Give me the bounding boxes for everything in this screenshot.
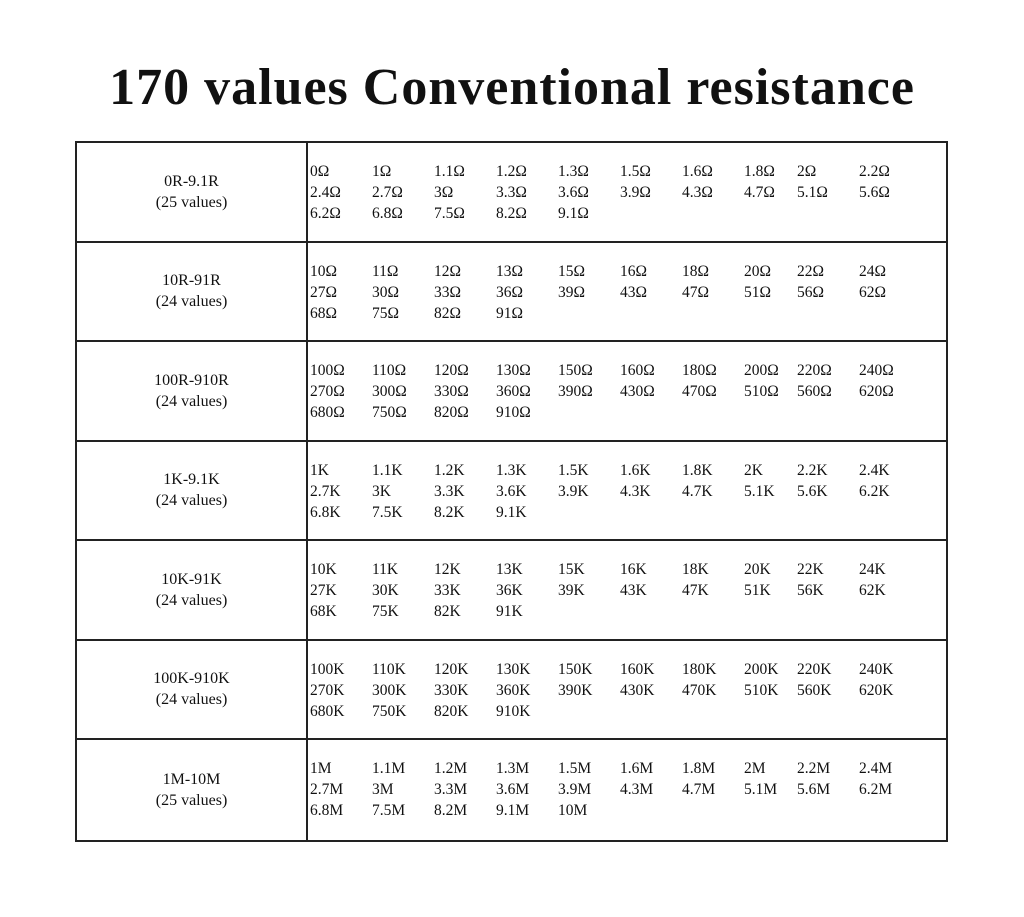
resistance-value: 68Ω	[310, 304, 338, 322]
resistance-value: 15Ω	[558, 262, 586, 280]
resistance-value: 1.5M	[558, 760, 592, 777]
resistance-value: 200K	[744, 660, 779, 678]
resistance-value: 4.7Ω	[744, 184, 775, 201]
resistance-value: 24K	[859, 561, 886, 578]
resistance-value: 270Ω	[310, 383, 345, 400]
resistance-value: 110Ω	[372, 362, 407, 379]
resistance-value: 11Ω	[372, 262, 399, 280]
resistance-value: 270K	[310, 681, 345, 699]
resistance-value: 100Ω	[310, 362, 345, 379]
resistance-value: 1.2M	[434, 760, 468, 777]
resistance-value: 1.6Ω	[682, 163, 713, 180]
value-count: (24 values)	[155, 591, 228, 609]
values-cell	[308, 740, 946, 840]
resistance-value: 22Ω	[797, 262, 825, 280]
resistance-value: 33K	[434, 582, 461, 599]
resistance-value: 470Ω	[682, 383, 717, 400]
range-label: 10K-91K	[161, 570, 222, 588]
table-row	[77, 143, 946, 243]
resistance-value: 240K	[859, 660, 894, 678]
resistance-value: 1.8M	[682, 760, 716, 777]
resistance-value: 36K	[496, 582, 523, 599]
resistance-value: 5.1M	[744, 781, 778, 798]
resistance-value: 51Ω	[744, 283, 772, 301]
resistance-value: 390K	[558, 681, 593, 699]
values-grid	[310, 261, 946, 324]
resistance-value: 33Ω	[434, 283, 462, 301]
resistance-value: 3.3Ω	[496, 184, 527, 201]
resistance-value: 11K	[372, 561, 399, 578]
range-cell	[77, 143, 308, 241]
value-count: (25 values)	[155, 193, 228, 211]
resistance-value: 470K	[682, 681, 717, 699]
resistance-value: 2.4M	[859, 760, 893, 777]
resistance-value: 3.6Ω	[558, 184, 589, 201]
resistance-value: 620K	[859, 681, 894, 699]
resistance-value: 56Ω	[797, 283, 825, 301]
resistance-value: 120K	[434, 660, 469, 678]
resistance-value: 2K	[744, 461, 763, 479]
resistance-value: 680K	[310, 702, 345, 720]
resistance-value: 5.6M	[797, 781, 831, 798]
value-count: (24 values)	[155, 293, 228, 311]
resistance-value: 3K	[372, 482, 391, 500]
resistance-value: 39K	[558, 582, 585, 599]
resistance-value: 180K	[682, 660, 717, 678]
resistance-value: 100K	[310, 660, 345, 678]
resistance-value: 4.3M	[620, 781, 654, 798]
resistance-value: 12Ω	[434, 262, 462, 280]
resistance-value: 3.3M	[434, 781, 468, 798]
values-grid	[310, 460, 946, 523]
values-grid	[310, 659, 946, 722]
resistance-value: 82Ω	[434, 304, 462, 322]
resistance-value: 27Ω	[310, 283, 338, 301]
resistance-value: 9.1M	[496, 802, 530, 819]
resistance-value: 20K	[744, 561, 771, 578]
resistance-value: 910Ω	[496, 404, 531, 421]
resistance-value: 20Ω	[744, 262, 772, 280]
resistance-value: 680Ω	[310, 404, 345, 421]
resistance-value: 130Ω	[496, 362, 531, 379]
values-cell	[308, 541, 946, 639]
resistance-value: 240Ω	[859, 362, 894, 379]
resistance-value: 2.7M	[310, 781, 344, 798]
resistance-value: 24Ω	[859, 262, 887, 280]
range-cell	[77, 641, 308, 739]
resistance-value: 510K	[744, 681, 779, 699]
resistance-value: 15K	[558, 561, 585, 578]
resistance-value: 16Ω	[620, 262, 648, 280]
resistance-value: 820K	[434, 702, 469, 720]
range-cell	[77, 740, 308, 840]
resistance-value: 560K	[797, 681, 832, 699]
resistance-value: 51K	[744, 582, 771, 599]
resistance-value: 8.2Ω	[496, 205, 527, 222]
resistance-value: 1.3M	[496, 760, 530, 777]
resistance-value: 620Ω	[859, 383, 894, 400]
resistance-value: 1.6K	[620, 461, 651, 479]
values-grid	[310, 161, 946, 224]
resistance-value: 360Ω	[496, 383, 531, 400]
resistance-value: 75K	[372, 603, 399, 620]
resistance-value: 22K	[797, 561, 824, 578]
resistance-value: 5.1Ω	[797, 184, 828, 201]
resistance-value: 3.9K	[558, 482, 589, 500]
resistance-value: 10Ω	[310, 262, 338, 280]
resistance-value: 10M	[558, 802, 588, 819]
resistance-value: 1Ω	[372, 163, 392, 180]
resistance-value: 6.8K	[310, 503, 341, 521]
range-label: 10R-91R	[162, 272, 221, 290]
table-row	[77, 442, 946, 542]
resistance-value: 3.9M	[558, 781, 592, 798]
resistance-value: 9.1Ω	[558, 205, 589, 222]
values-cell	[308, 641, 946, 739]
resistance-value: 180Ω	[682, 362, 717, 379]
resistance-value: 7.5Ω	[434, 205, 465, 222]
resistance-value: 56K	[797, 582, 824, 599]
resistance-value: 910K	[496, 702, 531, 720]
resistance-value: 8.2M	[434, 802, 468, 819]
resistance-value: 43K	[620, 582, 647, 599]
resistance-value: 1.8K	[682, 461, 713, 479]
resistance-value: 6.8M	[310, 802, 344, 819]
value-count: (24 values)	[155, 691, 228, 709]
range-label: 1K-9.1K	[163, 471, 220, 489]
resistance-value: 6.2Ω	[310, 205, 341, 222]
resistance-value: 47K	[682, 582, 709, 599]
resistance-value: 750K	[372, 702, 407, 720]
resistance-value: 1.2Ω	[496, 163, 527, 180]
values-cell	[308, 143, 946, 241]
resistance-value: 9.1K	[496, 503, 527, 521]
resistance-value: 3.6M	[496, 781, 530, 798]
values-cell	[308, 243, 946, 341]
resistance-value: 27K	[310, 582, 337, 599]
resistance-value: 820Ω	[434, 404, 469, 421]
value-count: (25 values)	[155, 791, 228, 809]
value-count: (24 values)	[155, 492, 228, 510]
resistance-table	[75, 141, 948, 842]
values-grid	[310, 559, 946, 622]
resistance-value: 7.5M	[372, 802, 406, 819]
resistance-value: 1.5Ω	[620, 163, 651, 180]
resistance-value: 4.3Ω	[682, 184, 713, 201]
resistance-value: 7.5K	[372, 503, 403, 521]
resistance-value: 1.5K	[558, 461, 589, 479]
resistance-value: 82K	[434, 603, 461, 620]
resistance-value: 62K	[859, 582, 886, 599]
resistance-value: 330Ω	[434, 383, 469, 400]
resistance-value: 2.4Ω	[310, 184, 341, 201]
resistance-value: 39Ω	[558, 283, 586, 301]
resistance-value: 430Ω	[620, 383, 655, 400]
resistance-value: 68K	[310, 603, 337, 620]
resistance-value: 1.8Ω	[744, 163, 775, 180]
resistance-value: 3.6K	[496, 482, 527, 500]
resistance-value: 1M	[310, 760, 332, 777]
resistance-value: 8.2K	[434, 503, 465, 521]
resistance-value: 5.6Ω	[859, 184, 890, 201]
resistance-value: 6.2M	[859, 781, 893, 798]
resistance-value: 16K	[620, 561, 647, 578]
resistance-value: 2.2Ω	[859, 163, 890, 180]
resistance-value: 1.1Ω	[434, 163, 465, 180]
values-cell	[308, 342, 946, 440]
resistance-value: 3Ω	[434, 184, 454, 201]
resistance-value: 300Ω	[372, 383, 407, 400]
resistance-value: 330K	[434, 681, 469, 699]
resistance-value: 10K	[310, 561, 337, 578]
value-count: (24 values)	[155, 392, 228, 410]
resistance-value: 360K	[496, 681, 531, 699]
range-label: 100R-910R	[154, 371, 229, 389]
resistance-value: 6.2K	[859, 482, 890, 500]
table-row	[77, 243, 946, 343]
resistance-value: 160K	[620, 660, 655, 678]
resistance-value: 1.2K	[434, 461, 465, 479]
resistance-value: 91K	[496, 603, 523, 620]
resistance-value: 220K	[797, 660, 832, 678]
resistance-value: 3.9Ω	[620, 184, 651, 201]
resistance-value: 130K	[496, 660, 531, 678]
resistance-value: 2.2M	[797, 760, 831, 777]
resistance-value: 62Ω	[859, 283, 887, 301]
resistance-value: 2.7Ω	[372, 184, 403, 201]
page-title: 170 values Conventional resistance	[109, 59, 915, 116]
resistance-value: 4.7K	[682, 482, 713, 500]
range-cell	[77, 541, 308, 639]
resistance-value: 120Ω	[434, 362, 469, 379]
resistance-value: 1.3K	[496, 461, 527, 479]
values-cell	[308, 442, 946, 540]
resistance-value: 3M	[372, 781, 394, 798]
resistance-value: 150K	[558, 660, 593, 678]
resistance-value: 1.1M	[372, 760, 406, 777]
resistance-value: 220Ω	[797, 362, 832, 379]
table-row	[77, 641, 946, 741]
resistance-value: 6.8Ω	[372, 205, 403, 222]
resistance-value: 390Ω	[558, 383, 593, 400]
resistance-value: 13Ω	[496, 262, 524, 280]
resistance-value: 2Ω	[797, 163, 817, 180]
table-row	[77, 342, 946, 442]
resistance-value: 30K	[372, 582, 399, 599]
resistance-value: 18K	[682, 561, 709, 578]
resistance-value: 13K	[496, 561, 523, 578]
resistance-value: 5.1K	[744, 482, 775, 500]
resistance-value: 2.2K	[797, 461, 828, 479]
resistance-value: 30Ω	[372, 283, 400, 301]
range-cell	[77, 243, 308, 341]
resistance-value: 430K	[620, 681, 655, 699]
resistance-value: 750Ω	[372, 404, 407, 421]
table-row	[77, 740, 946, 840]
range-cell	[77, 342, 308, 440]
resistance-value: 3.3K	[434, 482, 465, 500]
resistance-value: 510Ω	[744, 383, 779, 400]
table-row	[77, 541, 946, 641]
resistance-value: 150Ω	[558, 362, 593, 379]
resistance-value: 1.1K	[372, 461, 403, 479]
resistance-value: 91Ω	[496, 304, 524, 322]
resistance-value: 75Ω	[372, 304, 400, 322]
resistance-value: 43Ω	[620, 283, 648, 301]
resistance-value: 47Ω	[682, 283, 710, 301]
range-cell	[77, 442, 308, 540]
resistance-value: 4.7M	[682, 781, 716, 798]
resistance-value: 110K	[372, 660, 406, 678]
resistance-value: 4.3K	[620, 482, 651, 500]
range-label: 100K-910K	[153, 670, 230, 688]
resistance-value: 200Ω	[744, 362, 779, 379]
resistance-value: 1.6M	[620, 760, 654, 777]
resistance-value: 5.6K	[797, 482, 828, 500]
resistance-value: 18Ω	[682, 262, 710, 280]
resistance-value: 2.4K	[859, 461, 890, 479]
values-grid	[310, 360, 946, 423]
resistance-value: 1K	[310, 461, 329, 479]
range-label: 0R-9.1R	[164, 172, 219, 190]
resistance-value: 2.7K	[310, 482, 341, 500]
range-label: 1M-10M	[162, 770, 221, 788]
resistance-value: 300K	[372, 681, 407, 699]
resistance-value: 1.3Ω	[558, 163, 589, 180]
resistance-value: 560Ω	[797, 383, 832, 400]
resistance-value: 0Ω	[310, 163, 330, 180]
resistance-value: 160Ω	[620, 362, 655, 379]
resistance-value: 12K	[434, 561, 461, 578]
resistance-value: 2M	[744, 760, 766, 777]
values-grid	[310, 758, 946, 821]
resistance-value: 36Ω	[496, 283, 524, 301]
